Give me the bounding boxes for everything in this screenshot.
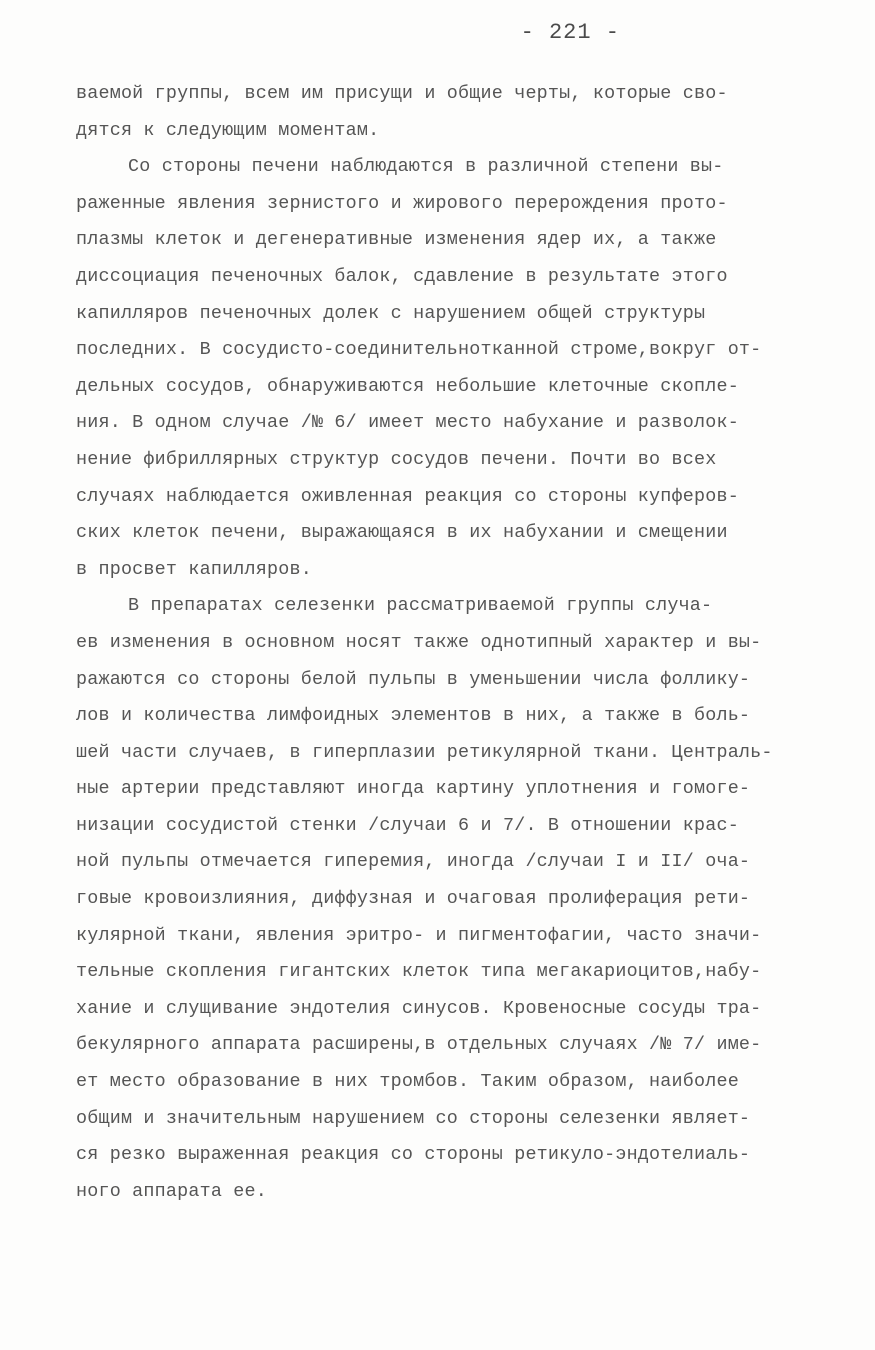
text-line: ваемой группы, всем им присущи и общие черты, которые сво-	[76, 83, 728, 104]
text-line: случаях наблюдается оживленная реакция со стороны купферов-	[76, 485, 739, 507]
text-line: ражаются со стороны белой пульпы в уменьшении числа фоллику-	[76, 668, 751, 690]
text-line: В препаратах селезенки рассматриваемой группы случа-	[128, 595, 713, 617]
text-line: нение фибриллярных структур сосудов печени. Почти во всех	[76, 448, 717, 470]
text-line: плазмы клеток и дегенеративные изменения ядер их, а также	[76, 229, 717, 251]
text-line: ния. В одном случае /№ 6/ имеет место набухание и разволок-	[76, 412, 739, 434]
text-line: ся резко выраженная реакция со стороны ретикуло-эндотелиаль-	[76, 1144, 751, 1166]
text-line: ного аппарата ее.	[76, 1180, 268, 1202]
text-line: дельных сосудов, обнаруживаются небольшие клеточные скопле-	[76, 375, 739, 397]
typewritten-body	[76, 76, 836, 1210]
text-line: ной пульпы отмечается гиперемия, иногда /случаи I и II/ оча-	[76, 851, 751, 873]
text-line: ные артерии представляют иногда картину уплотнения и гомоге-	[76, 778, 751, 800]
text-line: дятся к следующим моментам.	[76, 119, 380, 141]
text-line: низации сосудистой стенки /случаи 6 и 7/. В отношении крас-	[76, 814, 739, 836]
page-number: - 221 -	[520, 20, 620, 45]
text-line: бекулярного аппарата расширены,в отдельных случаях /№ 7/ име-	[76, 1034, 762, 1056]
text-line: лов и количества лимфоидных элементов в них, а также в боль-	[76, 705, 751, 727]
text-line: Со стороны печени наблюдаются в различной степени вы-	[128, 156, 724, 178]
text-line: шей части случаев, в гиперплазии ретикулярной ткани. Централь-	[76, 741, 773, 763]
text-line: говые кровоизлияния, диффузная и очаговая пролиферация рети-	[76, 888, 751, 910]
text-line: ев изменения в основном носят также однотипный характер и вы-	[76, 631, 762, 653]
text-line: диссоциация печеночных балок, сдавление в результате этого	[76, 265, 728, 287]
text-line: раженные явления зернистого и жирового перерождения прото-	[76, 192, 728, 214]
text-line: последних. В сосудисто-соединительнотканной строме,вокруг от-	[76, 339, 762, 361]
text-line: ет место образование в них тромбов. Таким образом, наиболее	[76, 1071, 739, 1093]
text-line: кулярной ткани, явления эритро- и пигментофагии, часто значи-	[76, 924, 762, 946]
text-line: тельные скопления гигантских клеток типа мегакариоцитов,набу-	[76, 961, 762, 983]
text-line: в просвет капилляров.	[76, 558, 312, 580]
text-line: хание и слущивание эндотелия синусов. Кровеносные сосуды тра-	[76, 997, 762, 1019]
text-line: капилляров печеночных долек с нарушением общей структуры	[76, 302, 706, 324]
text-line: ских клеток печени, выражающаяся в их набухании и смещении	[76, 522, 728, 544]
text-line: общим и значительным нарушением со стороны селезенки являет-	[76, 1107, 751, 1129]
